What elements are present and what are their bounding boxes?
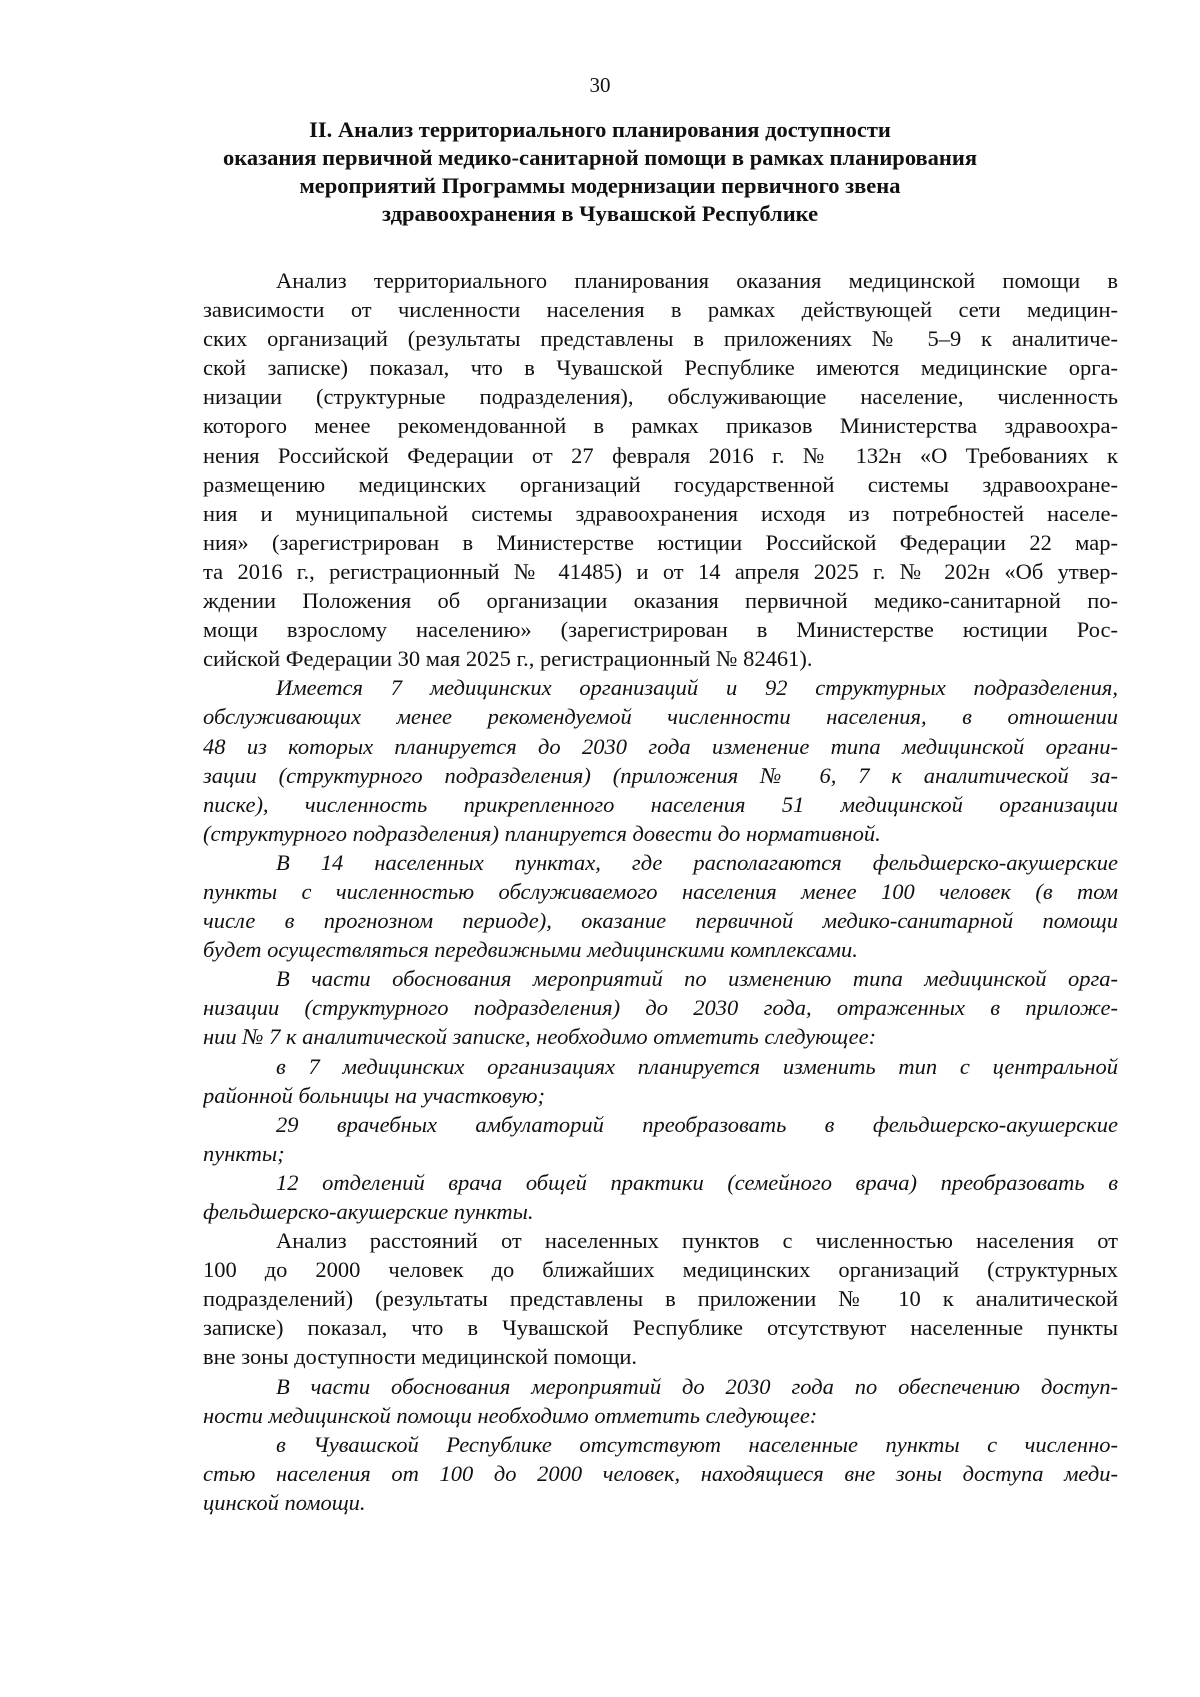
paragraph-line: которого менее рекомендованной в рамках приказов Министерства здравоохра-	[203, 413, 1118, 439]
document-body	[203, 266, 1118, 1517]
paragraph-line: зависимости от численности населения в рамках действующей сети медицин-	[203, 297, 1118, 323]
paragraph	[203, 1052, 1118, 1110]
paragraph	[203, 1168, 1118, 1226]
paragraph-line: ности медицинской помощи необходимо отметить следующее:	[203, 1402, 818, 1428]
paragraph-line: Анализ территориального планирования оказания медицинской помощи в	[276, 268, 1118, 293]
paragraph-line: стью населения от 100 до 2000 человек, находящиеся вне зоны доступа меди-	[203, 1460, 1118, 1486]
paragraph-line: низации (структурного подразделения) до 2030 года, отраженных в приложе-	[203, 995, 1118, 1021]
paragraph-line: писке), численность прикрепленного населения 51 медицинской организации	[203, 791, 1118, 817]
paragraph-line: мощи взрослому населению» (зарегистрирован в Министерстве юстиции Рос-	[203, 617, 1118, 643]
paragraph	[203, 266, 1118, 673]
heading-line: II. Анализ территориального планирования доступности	[309, 117, 891, 142]
paragraph-line: 100 до 2000 человек до ближайших медицинских организаций (структурных	[203, 1257, 1118, 1283]
paragraph-line: записке) показал, что в Чувашской Республике отсутствуют населенные пункты	[203, 1315, 1118, 1341]
paragraph-line: пункты с численностью обслуживаемого населения менее 100 человек (в том	[203, 878, 1118, 904]
paragraph	[203, 964, 1118, 1051]
paragraph-line: В части обоснования мероприятий по изменению типа медицинской орга-	[276, 966, 1118, 992]
paragraph-line: пункты;	[203, 1140, 285, 1166]
paragraph-line: районной больницы на участковую;	[203, 1082, 546, 1108]
paragraph-line: обслуживающих менее рекомендуемой численности населения, в отношении	[203, 704, 1118, 730]
paragraph-line: ния и муниципальной системы здравоохранения исходя из потребностей населе-	[203, 500, 1118, 526]
paragraph-line: Анализ расстояний от населенных пунктов с численностью населения от	[276, 1228, 1118, 1254]
paragraph	[203, 848, 1118, 964]
paragraph-line: подразделений) (результаты представлены в приложении № 10 к аналитической	[203, 1286, 1118, 1312]
paragraph-line: та 2016 г., регистрационный № 41485) и от 14 апреля 2025 г. № 202н «Об утвер-	[203, 558, 1118, 584]
paragraph-line: низации (структурные подразделения), обслуживающие население, численность	[203, 384, 1118, 410]
heading-line: здравоохранения в Чувашской Республике	[381, 201, 819, 226]
paragraph-line: 29 врачебных амбулаторий преобразовать в фельдшерско-акушерские	[276, 1111, 1118, 1137]
paragraph-line: зации (структурного подразделения) (приложения № 6, 7 к аналитической за-	[203, 762, 1118, 788]
paragraph-line: В части обоснования мероприятий до 2030 года по обеспечению доступ-	[276, 1373, 1118, 1399]
paragraph-line: в Чувашской Республике отсутствуют населенные пункты с численно-	[276, 1431, 1118, 1457]
paragraph	[203, 1226, 1118, 1371]
page-number: 30	[589, 73, 611, 97]
paragraph-line: в 7 медицинских организациях планируется изменить тип с центральной	[276, 1053, 1118, 1079]
paragraph	[203, 1430, 1118, 1517]
paragraph-line: Имеется 7 медицинских организаций и 92 структурных подразделения,	[276, 675, 1118, 701]
paragraph-line: фельдшерско-акушерские пункты.	[203, 1199, 534, 1224]
paragraph-line: 12 отделений врача общей практики (семейного врача) преобразовать в	[276, 1169, 1118, 1195]
heading-line: мероприятий Программы модернизации первичного звена	[299, 173, 901, 198]
paragraph-line: цинской помощи.	[203, 1489, 366, 1515]
paragraph-line: ских организаций (результаты представлены в приложениях № 5–9 к аналитиче-	[203, 326, 1118, 352]
paragraph	[203, 673, 1118, 848]
section-heading	[200, 116, 1000, 228]
paragraph-line: В 14 населенных пунктах, где располагаются фельдшерско-акушерские	[276, 849, 1118, 875]
paragraph	[203, 1372, 1118, 1430]
paragraph-line: 48 из которых планируется до 2030 года изменение типа медицинской органи-	[203, 733, 1118, 759]
paragraph-line: ской записке) показал, что в Чувашской Республике имеются медицинские орга-	[203, 355, 1118, 381]
paragraph-line: размещению медицинских организаций государственной системы здравоохране-	[203, 471, 1118, 497]
paragraph-line: сийской Федерации 30 мая 2025 г., регистрационный № 82461).	[203, 646, 813, 672]
paragraph-line: нения Российской Федерации от 27 февраля 2016 г. № 132н «О Требованиях к	[203, 442, 1118, 468]
heading-line: оказания первичной медико-санитарной помощи в рамках планирования	[222, 145, 978, 170]
paragraph-line: нии № 7 к аналитической записке, необходимо отметить следующее:	[203, 1024, 877, 1050]
paragraph-line: вне зоны доступности медицинской помощи.	[203, 1344, 638, 1370]
paragraph	[203, 1110, 1118, 1168]
paragraph-line: ждении Положения об организации оказания первичной медико-санитарной по-	[203, 588, 1118, 614]
paragraph-line: ния» (зарегистрирован в Министерстве юстиции Российской Федерации 22 мар-	[203, 529, 1118, 555]
paragraph-line: (структурного подразделения) планируется довести до нормативной.	[203, 820, 881, 846]
paragraph-line: будет осуществляться передвижными медицинскими комплексами.	[203, 937, 858, 963]
paragraph-line: числе в прогнозном периоде), оказание первичной медико-санитарной помощи	[203, 908, 1118, 934]
